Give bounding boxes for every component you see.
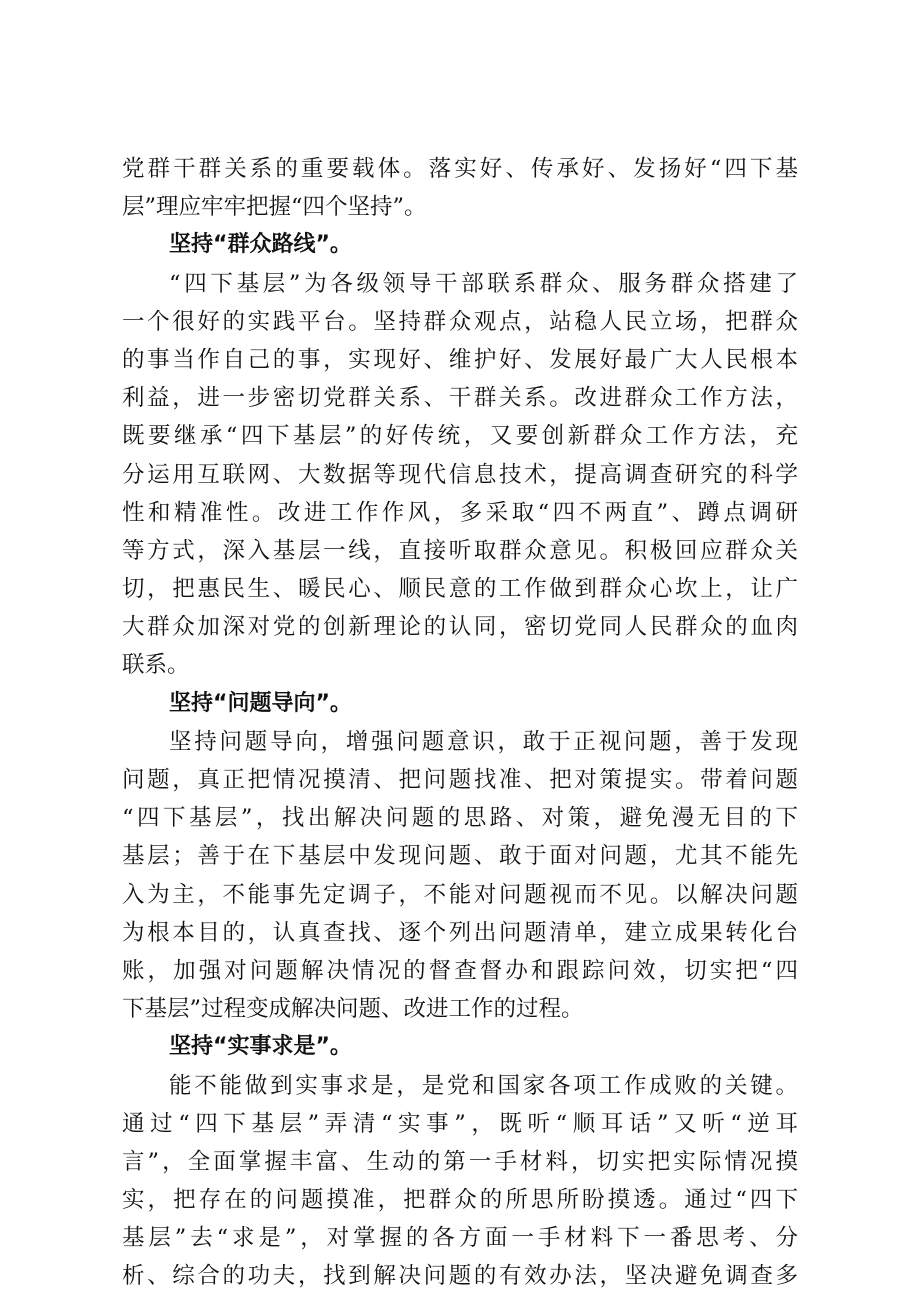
text-line: 切，把惠民生、暖民心、顺民意的工作做到群众心坎上，让广 — [122, 576, 798, 603]
document-body — [122, 150, 798, 1296]
text-line: 党群干群关系的重要载体。落实好、传承好、发扬好“四下基 — [122, 156, 798, 182]
section-heading: 坚持“问题导向”。 — [169, 690, 352, 716]
text-line: 入为主，不能事先定调子，不能对问题视而不见。以解决问题 — [122, 881, 798, 908]
text-line: 等方式，深入基层一线，直接听取群众意见。积极回应群众关 — [122, 537, 798, 564]
paragraph-first-line: 坚持问题导向，增强问题意识，敢于正视问题，善于发现 — [169, 728, 798, 755]
text-line: 既要继承“四下基层”的好传统，又要创新群众工作方法，充 — [122, 423, 798, 450]
text-line: 的事当作自己的事，实现好、维护好、发展好最广大人民根本 — [122, 346, 798, 373]
text-line: “四下基层”，找出解决问题的思路、对策，避免漫无目的下 — [122, 805, 798, 832]
text-line: 问题，真正把情况摸清、把问题找准、把对策提实。带着问题 — [122, 767, 798, 793]
text-line: 大群众加深对党的创新理论的认同，密切党同人民群众的血肉 — [122, 614, 798, 641]
text-line: 一个很好的实践平台。坚持群众观点，站稳人民立场，把群众 — [122, 308, 798, 335]
text-line: 通过“四下基层”弄清“实事”，既听“顺耳话”又听“逆耳 — [122, 1110, 798, 1137]
section-heading: 坚持“群众路线”。 — [169, 232, 352, 258]
text-line: 基层”去“求是”，对掌握的各方面一手材料下一番思考、分 — [122, 1225, 798, 1252]
paragraph-last-line: 层”理应牢牢把握“四个坚持”。 — [122, 194, 427, 221]
paragraph-first-line: 能不能做到实事求是，是党和国家各项工作成败的关键。 — [169, 1072, 798, 1099]
section-heading: 坚持“实事求是”。 — [169, 1034, 352, 1060]
text-line: 利益，进一步密切党群关系、干群关系。改进群众工作方法， — [122, 385, 798, 412]
text-line: 账，加强对问题解决情况的督查督办和跟踪问效，切实把“四 — [122, 957, 798, 984]
paragraph-last-line: 下基层”过程变成解决问题、改进工作的过程。 — [122, 996, 584, 1023]
text-line: 基层；善于在下基层中发现问题、敢于面对问题，尤其不能先 — [122, 843, 798, 870]
text-line: 为根本目的，认真查找、逐个列出问题清单，建立成果转化台 — [122, 919, 798, 946]
text-line: 分运用互联网、大数据等现代信息技术，提高调查研究的科学 — [122, 461, 798, 488]
text-line: 实，把存在的问题摸准，把群众的所思所盼摸透。通过“四下 — [122, 1187, 798, 1214]
paragraph-last-line: 联系。 — [122, 652, 190, 679]
text-line: 性和精准性。改进工作作风，多采取“四不两直”、蹲点调研 — [122, 499, 798, 526]
text-line: 言”，全面掌握丰富、生动的第一手材料，切实把实际情况摸 — [122, 1148, 798, 1175]
paragraph-first-line: “四下基层”为各级领导干部联系群众、服务群众搭建了 — [169, 270, 798, 297]
text-line: 析、综合的功夫，找到解决问题的有效办法，坚决避免调查多 — [122, 1263, 798, 1290]
